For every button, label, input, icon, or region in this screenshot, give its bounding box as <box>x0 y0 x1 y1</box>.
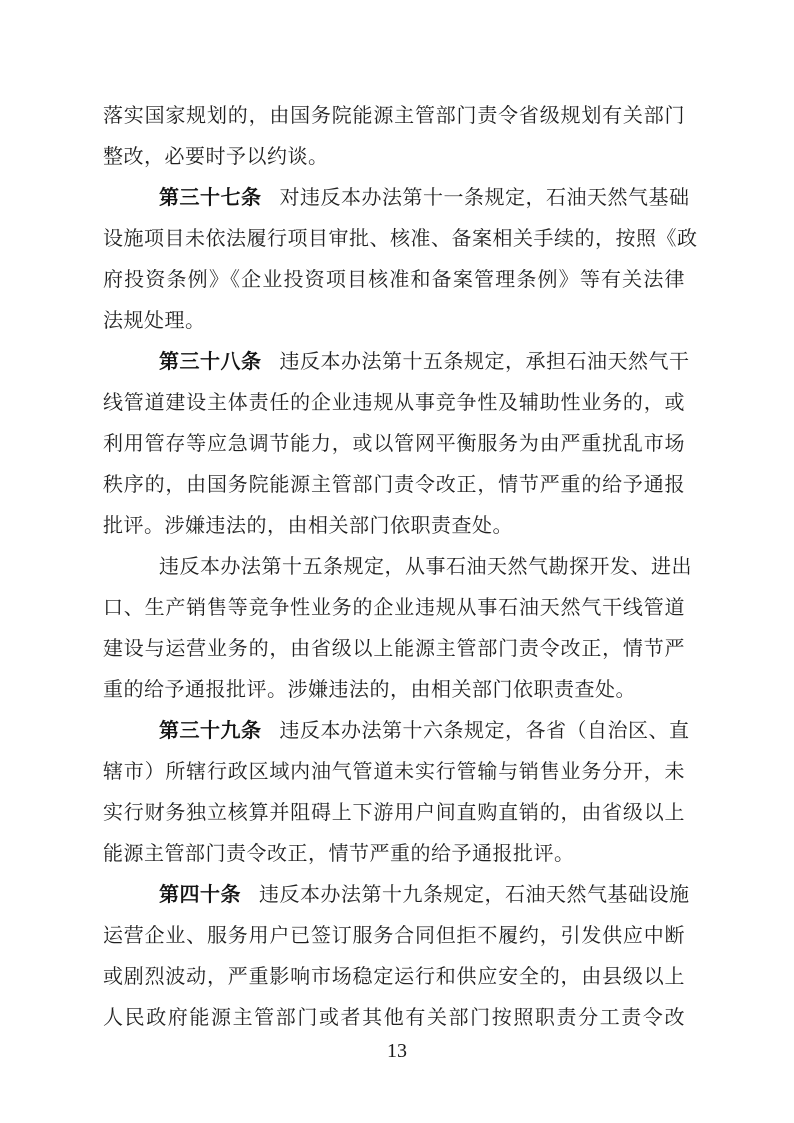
line-text: 利用管存等应急调节能力，或以管网平衡服务为由严重扰乱市场 <box>103 433 685 455</box>
line-text: 能源主管部门责令改正，情节严重的给予通报批评。 <box>103 843 575 865</box>
line-text: 整改，必要时予以约谈。 <box>103 146 329 168</box>
text-line <box>103 547 692 588</box>
document-body <box>103 96 698 1039</box>
line-text: 秩序的，由国务院能源主管部门责令改正，情节严重的给予通报 <box>103 474 685 496</box>
line-text: 建设与运营业务的，由省级以上能源主管部门责令改正，情节严 <box>103 638 685 660</box>
text-line <box>103 137 685 178</box>
line-text: 违反本办法第十五条规定，承担石油天然气干 <box>279 351 690 373</box>
article-number: 第三十七条 <box>159 187 262 209</box>
text-line <box>103 957 685 998</box>
text-line <box>103 998 685 1039</box>
text-line <box>103 506 685 547</box>
text-line <box>103 875 690 916</box>
article-number: 第四十条 <box>159 884 241 906</box>
text-line <box>103 670 685 711</box>
text-line <box>103 178 690 219</box>
line-text: 重的给予通报批评。涉嫌违法的，由相关部门依职责查处。 <box>103 679 636 701</box>
text-line <box>103 465 685 506</box>
line-text: 实行财务独立核算并阻碍上下游用户间直购直销的，由省级以上 <box>103 802 685 824</box>
line-text: 辖市）所辖行政区域内油气管道未实行管输与销售业务分开，未 <box>103 761 685 783</box>
line-text: 落实国家规划的，由国务院能源主管部门责令省级规划有关部门 <box>103 105 685 127</box>
line-text: 或剧烈波动，严重影响市场稳定运行和供应安全的，由县级以上 <box>103 966 685 988</box>
text-line <box>103 260 685 301</box>
text-line <box>103 793 685 834</box>
text-line <box>103 96 685 137</box>
page-number: 13 <box>387 1040 407 1062</box>
text-line <box>103 342 690 383</box>
text-line <box>103 752 685 793</box>
text-line <box>103 424 685 465</box>
text-line <box>103 588 685 629</box>
text-line <box>103 711 690 752</box>
line-text: 设施项目未依法履行项目审批、核准、备案相关手续的，按照《政 <box>103 228 698 250</box>
line-text: 批评。涉嫌违法的，由相关部门依职责查处。 <box>103 515 513 537</box>
line-text: 违反本办法第十五条规定，从事石油天然气勘探开发、进出 <box>159 556 692 578</box>
article-number: 第三十九条 <box>159 720 262 742</box>
text-line <box>103 219 698 260</box>
text-line <box>103 629 685 670</box>
line-text: 违反本办法第十九条规定，石油天然气基础设施 <box>259 884 690 906</box>
text-line <box>103 834 685 875</box>
text-line <box>103 916 685 957</box>
article-number: 第三十八条 <box>159 351 262 373</box>
line-text: 法规处理。 <box>103 310 206 332</box>
line-text: 对违反本办法第十一条规定，石油天然气基础 <box>279 187 690 209</box>
line-text: 府投资条例》《企业投资项目核准和备案管理条例》等有关法律 <box>103 269 685 291</box>
text-line <box>103 301 685 342</box>
text-line <box>103 383 685 424</box>
line-text: 线管道建设主体责任的企业违规从事竞争性及辅助性业务的，或 <box>103 392 685 414</box>
line-text: 运营企业、服务用户已签订服务合同但拒不履约，引发供应中断 <box>103 925 685 947</box>
line-text: 人民政府能源主管部门或者其他有关部门按照职责分工责令改 <box>103 1007 685 1029</box>
line-text: 违反本办法第十六条规定，各省（自治区、直 <box>279 720 690 742</box>
line-text: 口、生产销售等竞争性业务的企业违规从事石油天然气干线管道 <box>103 597 685 619</box>
